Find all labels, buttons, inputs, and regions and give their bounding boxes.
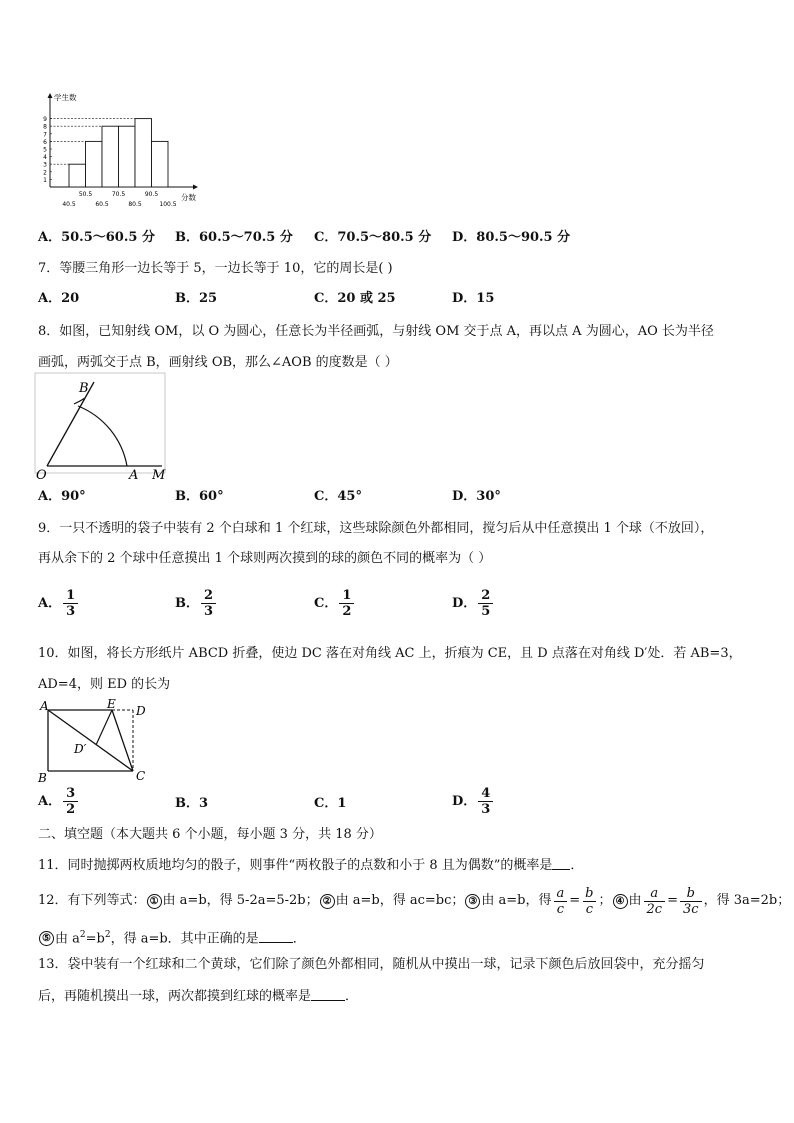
fraction: $\frac{b}{c}$ [582, 886, 596, 917]
q9-stem-line1: 9．一只不透明的袋子中装有 2 个白球和 1 个红球，这些球除颜色外都相同，搅匀后从中任意摸出 1 个球（不放回）， [38, 521, 714, 536]
y-tick-label: 7 [43, 131, 47, 139]
x-axis-label: 分数 [181, 193, 196, 202]
histogram-bar [135, 119, 152, 187]
q8-option-b: B．60° [175, 489, 224, 504]
y-tick-label: 8 [43, 123, 47, 131]
y-axis-label: 学生数 [54, 93, 77, 102]
q6-option-d: D．80.5～90.5 分 [452, 230, 571, 245]
y-tick-label: 3 [43, 161, 47, 169]
label-e: E [107, 698, 116, 711]
label-a: A [129, 468, 139, 483]
x-tick-label: 90.5 [144, 191, 159, 198]
q9-stem-line2: 再从余下的 2 个球中任意摸出 1 个球则两次摸到的球的颜色不同的概率为（ ） [38, 551, 492, 566]
histogram-bar [69, 164, 86, 187]
q9-option-b: B． $\frac{2}{3}$ [175, 588, 218, 619]
label-b: B [38, 771, 47, 785]
q6-option-a: A．50.5～60.5 分 [38, 230, 155, 245]
circle-number: ⑤ [39, 931, 54, 946]
q10-stem-line1: 10．如图，将长方形纸片 ABCD 折叠，使边 DC 落在对角线 AC 上，折痕为 CE，且 D 点落在对角线 D′处．若 AB=3， [38, 646, 742, 661]
arc-centered-o [78, 406, 127, 466]
q8-figure-frame [35, 373, 165, 473]
q10-option-c: C．1 [314, 796, 347, 811]
q8-stem-line1: 8．如图，已知射线 OM，以 O 为圆心，任意长为半径画弧，与射线 OM 交于点 A，再以点 A 为圆心，AO 长为半径 [38, 324, 714, 339]
q13-line1: 13．袋中装有一个红球和二个黄球，它们除了颜色外都相同，随机从中摸出一球，记录下颜色后放回袋中，充分摇匀 [38, 957, 705, 972]
q7-option-b: B．25 [175, 291, 218, 306]
q8-option-c: C．45° [314, 489, 362, 504]
q8-stem-line2: 画弧，两弧交于点 B，画射线 OB，那么∠AOB 的度数是（ ） [38, 355, 398, 370]
x-tick-label: 50.5 [78, 191, 93, 198]
answer-blank [259, 930, 293, 943]
q10-option-a: A． $\frac{3}{2}$ [38, 786, 80, 817]
y-tick-label: 1 [43, 176, 47, 184]
fraction: $\frac{b}{3c}$ [680, 886, 702, 917]
fraction: $\frac{1}{2}$ [339, 588, 354, 619]
y-tick-label: 5 [43, 146, 47, 154]
x-tick-label: 100.5 [159, 201, 177, 208]
q8-option-d: D．30° [452, 489, 501, 504]
answer-blank [311, 988, 345, 1001]
label-a: A [40, 699, 49, 713]
histogram-bar [152, 141, 169, 187]
segment-ed-prime [96, 710, 112, 745]
q12-line1: 12．有下列等式： ① 由 a=b，得 5-2a=5-2b； ② 由 a=b，得 ac=bc； ③ 由 a=b，得 $\frac{a}{c}$ = $\frac{b}{c}$ ； ④ 由 $\frac{a}{2c}$ = $\frac{b}{3c}$ ，得 3a=2b； [38, 885, 791, 917]
q12-line2: ⑤ 由 $a^2=b^2$，得 a=b．其中正确的是 ． [38, 927, 306, 947]
q8-figure [34, 372, 174, 484]
q8-option-a: A．90° [38, 489, 86, 504]
q7-stem: 7．等腰三角形一边长等于 5，一边长等于 10，它的周长是( ) [38, 261, 393, 276]
q9-option-a: A． $\frac{1}{3}$ [38, 588, 80, 619]
fraction: $\frac{4}{3}$ [478, 786, 493, 817]
circle-number: ① [147, 894, 162, 909]
q6-option-c: C．70.5～80.5 分 [314, 230, 432, 245]
q10-option-d: D． $\frac{4}{3}$ [452, 786, 495, 817]
fraction: $\frac{a}{c}$ [554, 886, 568, 917]
y-tick-label: 2 [43, 169, 47, 177]
y-tick-label: 9 [43, 116, 47, 124]
q9-option-c: C． $\frac{1}{2}$ [314, 588, 356, 619]
label-m: M [152, 468, 166, 483]
histogram-bar [102, 126, 119, 187]
x-tick-label: 60.5 [95, 201, 109, 208]
x-axis-arrow [193, 185, 198, 190]
fraction: $\frac{2}{5}$ [478, 588, 493, 619]
y-tick-label: 6 [43, 138, 47, 146]
q10-stem-line2: AD=4，则 ED 的长为 [38, 677, 171, 692]
q6-option-b: B．60.5～70.5 分 [175, 230, 293, 245]
section-title: 二、填空题（本大题共 6 个小题，每小题 3 分，共 18 分） [38, 827, 382, 842]
label-c: C [136, 769, 146, 783]
answer-blank [552, 857, 570, 870]
label-d: D [136, 704, 146, 718]
q11: 11．同时抛掷两枚质地均匀的骰子，则事件“两枚骰子的点数和小于 8 且为偶数”的概率是 ． [38, 858, 584, 873]
fraction: $\frac{a}{2c}$ [644, 886, 666, 917]
q7-option-a: A．20 [38, 291, 80, 306]
fraction: $\frac{2}{3}$ [201, 588, 216, 619]
y-axis-arrow [48, 93, 53, 98]
q13-line2: 后，再随机摸出一球，两次都摸到红球的概率是 ． [38, 989, 359, 1004]
q7-option-d: D．15 [452, 291, 495, 306]
q7-option-c: C．20 或 25 [314, 291, 396, 306]
q9-option-d: D． $\frac{2}{5}$ [452, 588, 495, 619]
q10-option-b: B．3 [175, 796, 209, 811]
label-d-prime: D′ [74, 742, 87, 756]
circle-number: ④ [613, 894, 628, 909]
y-tick-label: 4 [43, 154, 47, 162]
histogram-bar [86, 141, 103, 187]
histogram-figure [38, 90, 203, 210]
q10-figure [34, 698, 159, 786]
x-tick-label: 40.5 [62, 201, 76, 208]
fraction: $\frac{1}{3}$ [63, 588, 78, 619]
circle-number: ③ [465, 894, 480, 909]
crease-ce [112, 710, 133, 771]
label-o: O [36, 468, 47, 483]
fraction: $\frac{3}{2}$ [63, 786, 78, 817]
circle-number: ② [320, 894, 335, 909]
label-b: B [79, 381, 89, 396]
x-tick-label: 70.5 [111, 191, 126, 198]
diagonal-ac [48, 710, 133, 771]
histogram-bar [119, 126, 136, 187]
x-tick-label: 80.5 [128, 201, 142, 208]
